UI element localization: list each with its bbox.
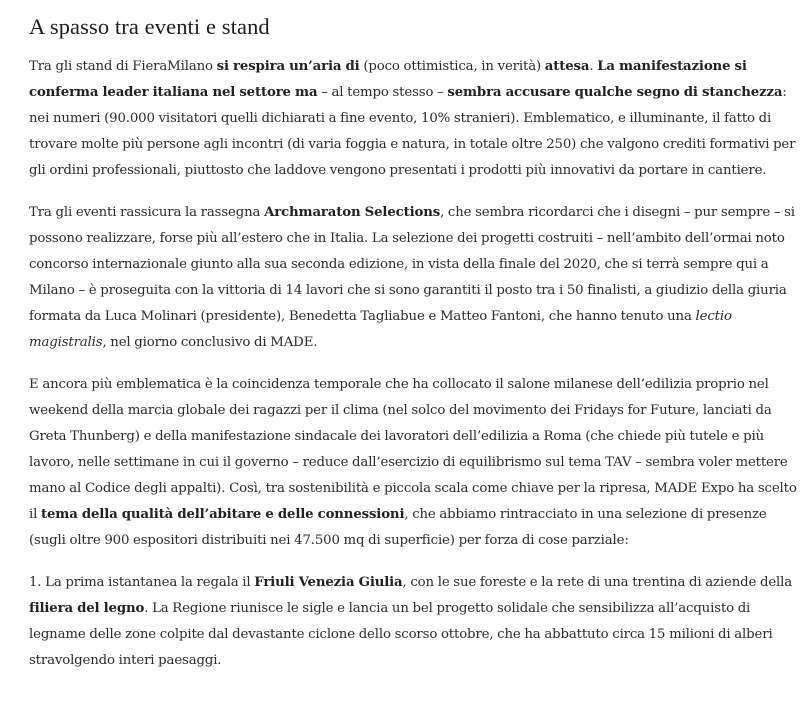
paragraph-intro [29,54,797,184]
text-run: 1. La prima istantanea la regala il [29,575,255,590]
paragraph-archmaraton [29,200,797,356]
text-run: Tra gli eventi rassicura la rassegna [29,205,265,220]
paragraph-coincidenza [29,372,797,554]
bold-text: attesa [544,59,590,74]
bold-text: Friuli Venezia Giulia [254,575,403,590]
text-run: . [589,59,598,74]
text-run: , che abbiamo rintracciato in una selezione di presenze (sugli oltre 900 espositori distribuiti nei 47.500 mq di superficie) per forza di cose parziale: [29,507,767,548]
bold-text: La manifestazione si conferma leader italiana nel settore ma [29,59,747,100]
section-heading: A spasso tra eventi e stand [29,14,270,39]
text-run: (poco ottimistica, in verità) [359,59,545,74]
italic-text: lectio magistralis [29,309,732,350]
text-run: : nei numeri (90.000 visitatori quelli dichiarati a fine evento, 10% stranieri). Emblematico, e illuminante, il fatto di trovare molte più persone agli incontri (di varia foggia e natura, in totale oltre 250) che valgono crediti formativi per gli ordini professionali, piuttosto che laddove vengono presentati i prodotti più innovativi da portare in cantiere. [29,85,796,178]
bold-text: sembra accusare qualche segno di stanchezza [447,85,783,100]
text-run: E ancora più emblematica è la coincidenza temporale che ha collocato il salone milanese dell’edilizia proprio nel weekend della marcia globale dei ragazzi per il clima (nel solco del movimento dei Fridays for Future, lanciati da Greta Thunberg) e della manifestazione sindacale dei lavoratori dell’edilizia a Roma (che chiede più tutele e più lavoro, nelle settimane in cui il governo – reduce dall’esercizio di equilibrismo sul tema TAV – sembra voler mettere mano al Codice degli appalti). Così, tra sostenibilità e piccola scala come chiave per la ripresa, MADE Expo ha scelto il [29,377,797,522]
text-run: , con le sue foreste e la rete di una trentina di aziende della [402,575,793,590]
text-run: , nel giorno conclusivo di MADE. [102,335,318,350]
text-run: , che sembra ricordarci che i disegni – pur sempre – si possono realizzare, forse più all’estero che in Italia. La selezione dei progetti costruiti – nell’ambito dell’ormai noto concorso internazionale giunto alla sua seconda edizione, in vista della finale del 2020, che si terrà sempre qui a Milano – è proseguita con la vittoria di 14 lavori che si sono garantiti il posto tra i 50 finalisti, a giudizio della giuria formata da Luca Molinari (presidente), Benedetta Tagliabue e Matteo Fantoni, che hanno tenuto una [29,205,795,324]
article [29,12,797,690]
text-run: Tra gli stand di FieraMilano [29,59,217,74]
bold-text: filiera del legno [29,601,145,616]
paragraph-friuli [29,570,797,674]
bold-text: tema della qualità dell’abitare e delle connessioni [40,507,405,522]
bold-text: si respira un’aria di [216,59,360,74]
bold-text: Archmaraton Selections [264,205,441,220]
text-run: – al tempo stesso – [317,85,448,100]
text-run: . La Regione riunisce le sigle e lancia un bel progetto solidale che sensibilizza all’acquisto di legname delle zone colpite dal devastante ciclone dello scorso ottobre, che ha abbattuto circa 15 milioni di alberi stravolgendo interi paesaggi. [29,601,773,668]
